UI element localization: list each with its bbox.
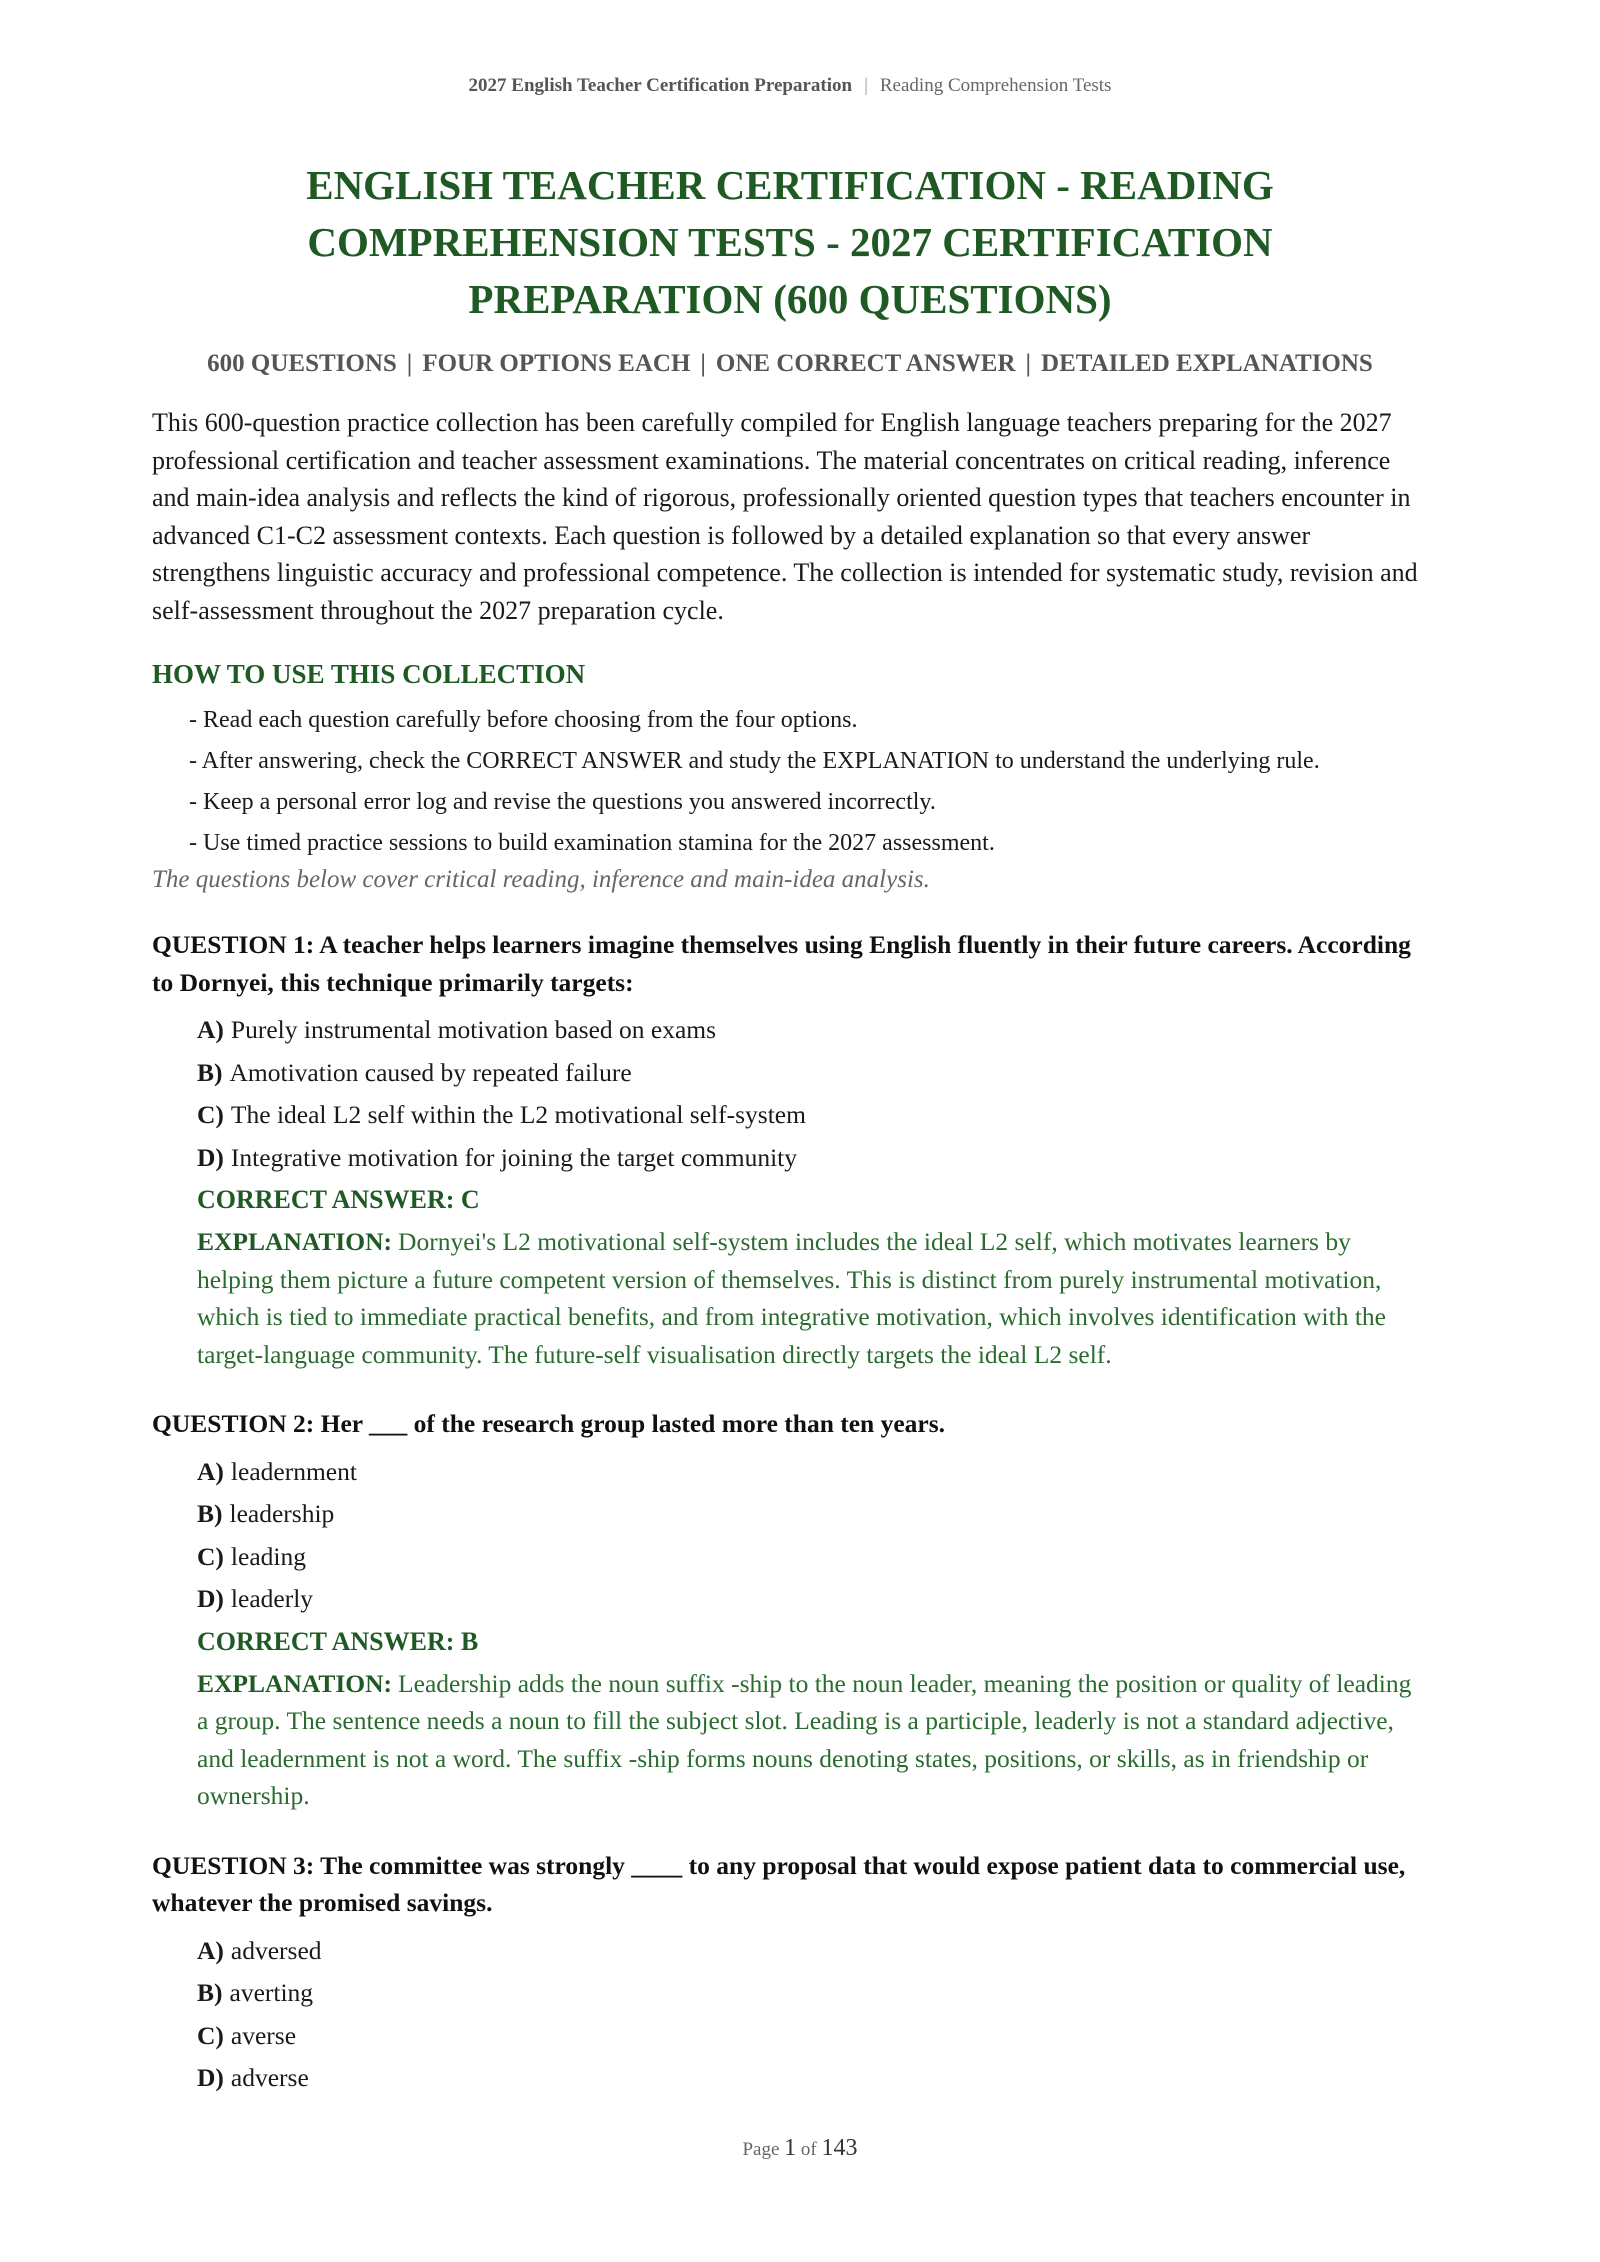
option-text: leadernment xyxy=(230,1456,357,1486)
question-block xyxy=(152,926,1428,1373)
intro-paragraph: This 600-question practice collection has been carefully compiled for English language teachers preparing for the 2027 professional certification and teacher assessment examinations. The material concentrates on critical reading, inference and main-idea analysis and reflects the kind of rigorous, professionally oriented question types that teachers encounter in advanced C1-C2 assessment contexts. Each question is followed by a detailed explanation so that every answer strengthens linguistic accuracy and professional competence. The collection is intended for systematic study, revision and self-assessment throughout the 2027 preparation cycle. xyxy=(152,408,1418,625)
option-item xyxy=(197,1052,1428,1095)
page-of: of xyxy=(800,2139,817,2160)
explanation-label: EXPLANATION: xyxy=(197,1668,393,1698)
header-left: 2027 English Teacher Certification Preparation xyxy=(468,75,853,96)
question-stem: QUESTION 3: The committee was strongly ____ to any proposal that would expose patient data to commercial use, whatever the promised savings. xyxy=(152,1850,1406,1917)
correct-answer: CORRECT ANSWER: C xyxy=(197,1185,480,1214)
option-list xyxy=(152,1451,1428,1621)
option-item xyxy=(197,2015,1428,2058)
page-number: 1 xyxy=(784,2135,797,2161)
option-text: Integrative motivation for joining the target community xyxy=(230,1142,797,1172)
option-text: Amotivation caused by repeated failure xyxy=(229,1057,632,1087)
option-item xyxy=(197,1137,1428,1180)
explanation-text: Leadership adds the noun suffix -ship to the noun leader, meaning the position or quality of leading a group. The sentence needs a noun to fill the subject slot. Leading is a participle, leaderly is not a standard adjective, and leadernment is not a word. The suffix -ship forms nouns denoting states, positions, or skills, as in friendship or ownership. xyxy=(197,1668,1412,1810)
scope-note: The questions below cover critical reading, inference and main-idea analysis. xyxy=(152,866,930,893)
option-text: averse xyxy=(230,2020,297,2050)
explanation-label: EXPLANATION: xyxy=(197,1227,393,1256)
subtitle-item: DETAILED EXPLANATIONS xyxy=(1041,350,1373,377)
option-text: Purely instrumental motivation based on exams xyxy=(230,1015,717,1044)
option-item xyxy=(197,1578,1428,1621)
how-to-item: - Keep a personal error log and revise the questions you answered incorrectly. xyxy=(189,784,1428,820)
question-block xyxy=(152,1847,1428,2100)
option-text: averting xyxy=(229,1978,314,2007)
option-item xyxy=(197,1451,1428,1494)
header-right: Reading Comprehension Tests xyxy=(879,75,1112,96)
option-item xyxy=(197,1094,1428,1137)
option-letter: C) xyxy=(197,2020,224,2050)
option-item xyxy=(197,1930,1428,1973)
correct-answer: CORRECT ANSWER: B xyxy=(197,1626,479,1656)
how-to-item: - Use timed practice sessions to build examination stamina for the 2027 assessment. xyxy=(189,825,1428,861)
how-to-item: - After answering, check the CORRECT ANSWER and study the EXPLANATION to understand the underlying rule. xyxy=(189,743,1428,779)
option-item xyxy=(197,1972,1428,2015)
option-letter: A) xyxy=(197,1935,224,1965)
subtitle-item: 600 QUESTIONS xyxy=(207,350,397,377)
subtitle-item: ONE CORRECT ANSWER xyxy=(715,350,1016,377)
option-text: adverse xyxy=(230,2063,309,2092)
option-letter: D) xyxy=(197,2063,224,2092)
question-stem: QUESTION 2: Her ___ of the research group lasted more than ten years. xyxy=(152,1409,946,1438)
option-list xyxy=(152,1009,1428,1179)
subtitle-separator: | xyxy=(406,350,413,377)
header-separator: | xyxy=(864,75,868,96)
question-stem: QUESTION 1: A teacher helps learners imagine themselves using English fluently in their future careers. According to Dornyei, this technique primarily targets: xyxy=(152,930,1411,997)
option-letter: B) xyxy=(197,1978,223,2007)
document-title: ENGLISH TEACHER CERTIFICATION - READING COMPREHENSION TESTS - 2027 CERTIFICATION PREPARATION (600 QUESTIONS) xyxy=(306,162,1274,322)
option-letter: C) xyxy=(197,1541,224,1571)
subtitle-separator: | xyxy=(1025,350,1032,377)
option-item xyxy=(197,2057,1428,2100)
option-item xyxy=(197,1009,1428,1052)
option-text: leaderly xyxy=(230,1584,314,1613)
option-letter: D) xyxy=(197,1584,224,1613)
how-to-list xyxy=(152,702,1428,861)
document-subtitle xyxy=(152,350,1428,378)
explanation-text: Dornyei's L2 motivational self-system includes the ideal L2 self, which motivates learners by helping them picture a future competent version of themselves. This is distinct from purely instrumental motivation, which is tied to immediate practical benefits, and from integrative motivation, which involves identification with the target-language community. The future-self visualisation directly targets the ideal L2 self. xyxy=(197,1227,1386,1369)
option-item xyxy=(197,1536,1428,1579)
option-letter: A) xyxy=(197,1456,224,1486)
option-list xyxy=(152,1930,1428,2100)
option-item xyxy=(197,1493,1428,1536)
option-text: leading xyxy=(230,1541,306,1571)
subtitle-item: FOUR OPTIONS EACH xyxy=(422,350,691,377)
option-text: leadership xyxy=(229,1499,335,1528)
option-letter: D) xyxy=(197,1142,224,1172)
option-text: The ideal L2 self within the L2 motivational self-system xyxy=(230,1100,806,1129)
page-footer xyxy=(0,2135,1600,2162)
explanation xyxy=(197,1223,1428,1373)
option-letter: B) xyxy=(197,1499,223,1528)
how-to-item: - Read each question carefully before choosing from the four options. xyxy=(189,702,1428,738)
document-page xyxy=(152,0,1428,2100)
option-text: adversed xyxy=(230,1935,322,1965)
explanation xyxy=(197,1665,1428,1815)
how-to-heading: HOW TO USE THIS COLLECTION xyxy=(152,659,586,689)
option-letter: C) xyxy=(197,1100,224,1129)
option-letter: B) xyxy=(197,1057,223,1087)
subtitle-separator: | xyxy=(700,350,706,377)
question-block xyxy=(152,1405,1428,1815)
page-total: 143 xyxy=(821,2135,858,2161)
page-label: Page xyxy=(742,2139,780,2160)
running-header xyxy=(152,75,1428,97)
option-letter: A) xyxy=(197,1015,224,1044)
